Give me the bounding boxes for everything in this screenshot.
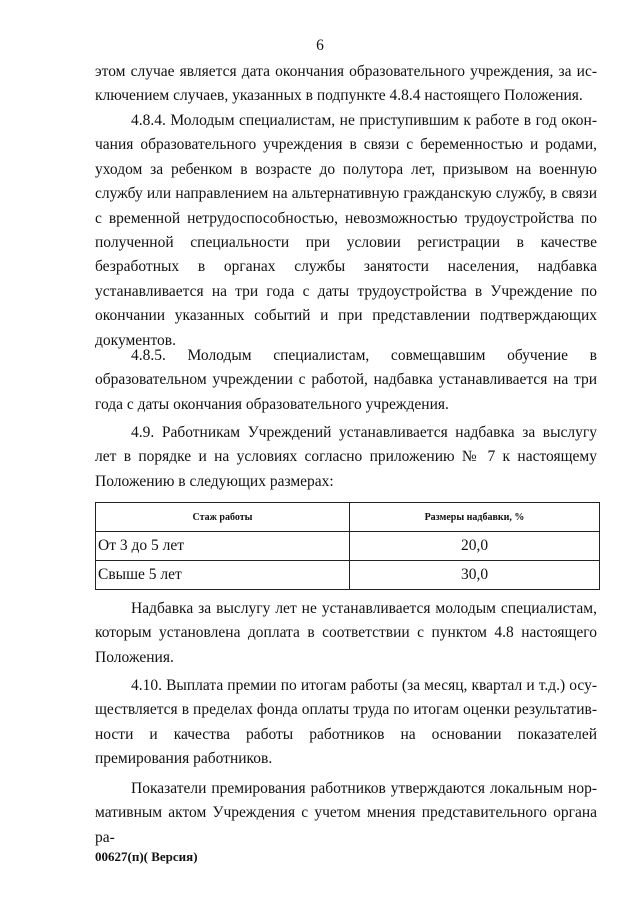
table-row xyxy=(96,561,600,590)
table-row xyxy=(96,532,600,561)
bonus-rate-cell: 30,0 xyxy=(350,561,600,590)
paragraph-4-10: 4.10. Выплата премии по итогам работы (за месяц, квартал и т.д.) осуществляется в пределах фонда оплаты труда по итогам оценки результативности и качества работы работников на основании показателей премирования работников. xyxy=(95,677,597,768)
column-header-experience: Стаж работы xyxy=(96,503,350,532)
experience-cell: Свыше 5 лет xyxy=(96,561,350,590)
paragraph-4-8-5: 4.8.5. Молодым специалистам, совмещавшим обучение в образовательном учреждении с работой, надбавка устанавливается на три года с даты окончания образовательного учреждения. xyxy=(95,347,597,413)
paragraph-4-9: 4.9. Работникам Учреждений устанавливается надбавка за выслугу лет в порядке и на условиях согласно приложению № 7 к настоящему Положению в следующих размерах: xyxy=(95,424,597,490)
paragraph-continuation: этом случае является дата окончания образовательного учреждения, за исключением случаев, указанных в подпункте 4.8.4 настоящего Положения. xyxy=(95,63,597,105)
page-number: 6 xyxy=(316,37,324,54)
paragraph-4-8-4: 4.8.4. Молодым специалистам, не приступившим к работе в год окончания образовательного учреждения в связи с беременностью и родами, уходом за ребенком в возрасте до полутора лет, призывом на военную службу или направлением на альтернативную гражданскую службу, в связи с временной нетрудоспособностью, невозможностью трудоустройства по полученной специальности при условии регистрации в качестве безработных в органах службы занятости населения, надбавка устанавливается на три года с даты трудоустройства в Учреждение по окончании указанных событий и при представлении подтверждающих документов. xyxy=(95,112,597,349)
paragraph-bonus-indicators: Показатели премирования работников утверждаются локальным нормативным актом Учреждения с учетом мнения представительного органа ра- xyxy=(95,780,597,846)
table-header-row xyxy=(96,503,600,532)
experience-cell: От 3 до 5 лет xyxy=(96,532,350,561)
bonus-rate-cell: 20,0 xyxy=(350,532,600,561)
document-version-footer: 00627(п)( Версия) xyxy=(95,849,198,864)
column-header-bonus-rate: Размеры надбавки, % xyxy=(350,503,600,532)
paragraph-bonus-exception: Надбавка за выслугу лет не устанавливается молодым специалистам, которым установлена доплата в соответствии с пунктом 4.8 настоящего Положения. xyxy=(95,600,597,666)
seniority-bonus-table xyxy=(95,502,600,590)
